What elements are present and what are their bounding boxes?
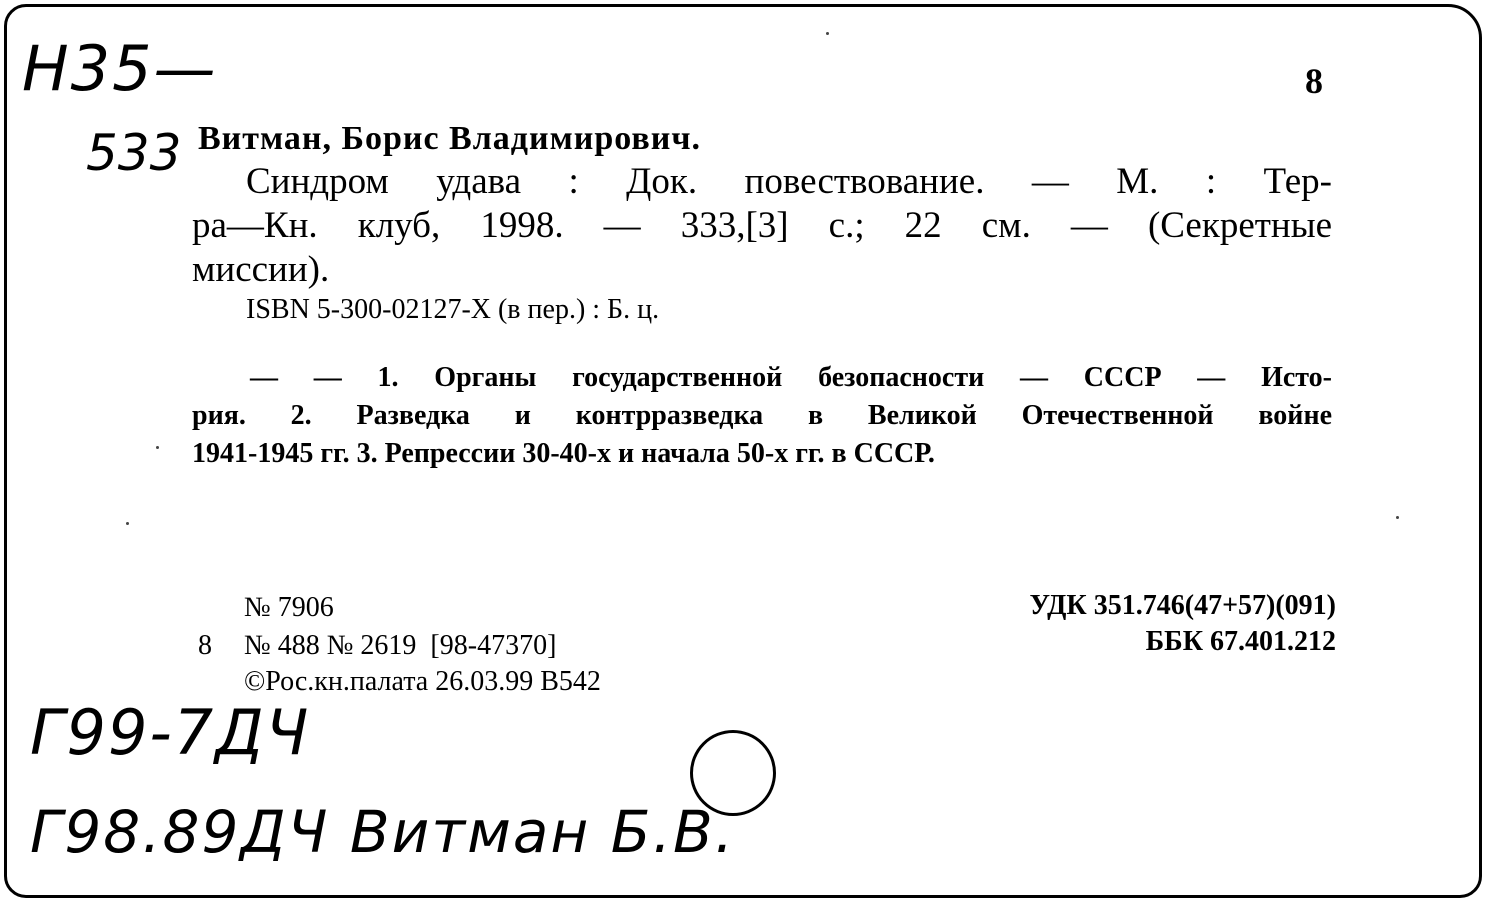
bbk-code: ББК 67.401.212 — [1145, 626, 1336, 657]
card-prefix: 8 — [198, 630, 212, 661]
udk-code: УДК 351.746(47+57)(091) — [1029, 590, 1336, 621]
record-numbers: № 488 № 2619 [98-47370] — [244, 630, 557, 661]
subject-line-2: рия. 2. Разведка и контрразведка в Великой Отечественной войне — [192, 400, 1332, 431]
title-line-2: ра—Кн. клуб, 1998. — 333,[3] с.; 22 см. — (Секретные — [192, 205, 1332, 246]
author-heading: Витман, Борис Владимирович. — [198, 120, 702, 157]
scan-speck — [1396, 516, 1399, 519]
stamp-circle — [690, 730, 776, 816]
title-line-3: миссии). — [192, 249, 330, 290]
scan-speck — [126, 522, 129, 525]
subject-line-1: — — 1. Органы государственной безопасности — СССР — Исто- — [250, 362, 1332, 393]
scan-speck — [156, 446, 159, 449]
handwritten-author-mark: 533 — [86, 124, 182, 182]
handwritten-shelfmark-2: Г98.89ДЧ Витман Б.В. — [30, 798, 736, 866]
subject-line-3: 1941-1945 гг. 3. Репрессии 30-40-х и начала 50-х гг. в СССР. — [192, 438, 935, 469]
card-number: № 7906 — [244, 592, 334, 623]
book-chamber-line: ©Рос.кн.палата 26.03.99 В542 — [244, 666, 601, 697]
scan-speck — [826, 32, 829, 35]
handwritten-shelfmark-1: Г99-7ДЧ — [30, 696, 311, 769]
handwritten-top-shelfmark: H35— — [22, 32, 218, 105]
title-line-1: Синдром удава : Док. повествование. — М. : Тер- — [246, 161, 1332, 202]
isbn-line: ISBN 5-300-02127-X (в пер.) : Б. ц. — [246, 294, 660, 325]
page-number: 8 — [1305, 61, 1323, 101]
